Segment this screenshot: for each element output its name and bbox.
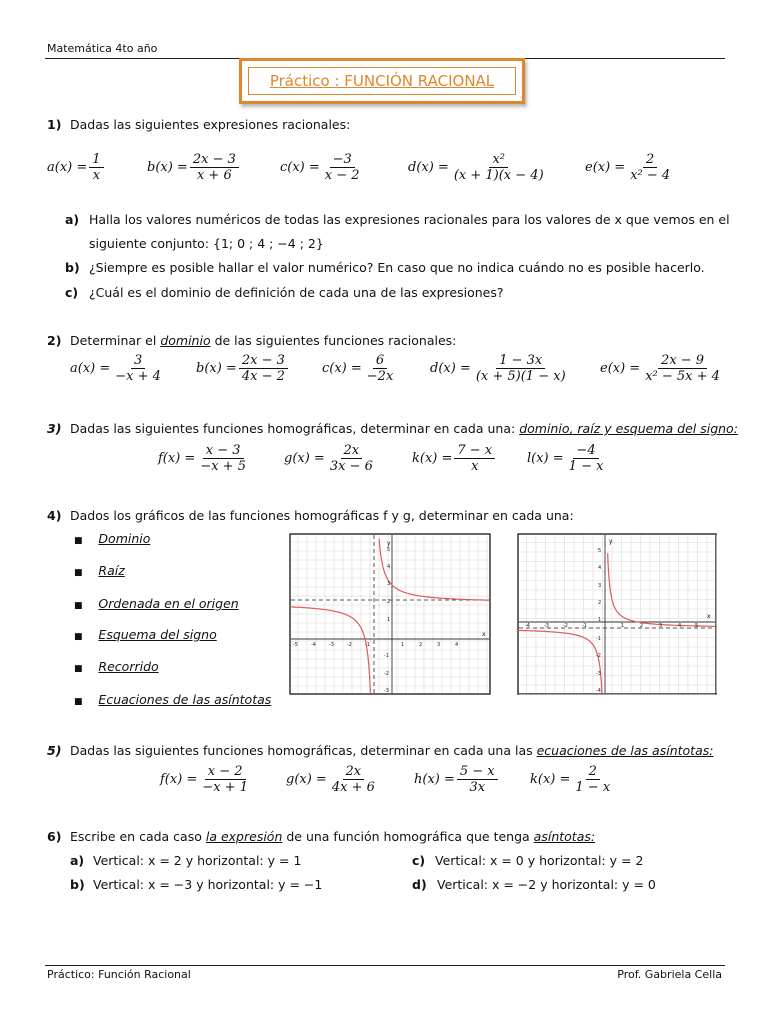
q5-expr-f: f(x) = $\frac{x - 2}{-x + 1}$ [160,764,248,795]
graph-f-xtick: -2 [347,642,352,648]
q2-number: 2) [47,333,62,348]
q5-expr-h: h(x) = $\frac{5 - x}{3x}$ [414,764,500,795]
q1-a-text-2: siguiente conjunto: {1; 0 ; 4 ; −4 ; 2} [89,236,324,251]
q6-c-text: Vertical: x = 0 y horizontal: y = 2 [435,853,644,868]
graph-g-ytick: -3 [596,671,601,677]
graph-g-xtick: -2 [563,623,568,629]
q4-item: ■ Esquema del signo [74,627,217,642]
q6-d-text: Vertical: x = −2 y horizontal: y = 0 [437,877,656,892]
graph-f-ytick: 2 [387,599,391,605]
q6-d-label: d) [412,877,427,892]
q2-expr-d: d(x) = $\frac{1 - 3x}{(x + 5)(1 - x)}$ [430,353,566,384]
q1-expr-a: a(x) = $\frac{1}{x}$ [47,152,106,183]
q5-expr-k: k(x) = $\frac{2}{1 - x}$ [530,764,611,795]
q4-text: Dados los gráficos de las funciones homográficas f y g, determinar en cada una: [70,508,574,523]
q2-text: Determinar el dominio de las siguientes funciones racionales: [70,333,457,348]
q2-expr-b: b(x) = $\frac{2x - 3}{4x - 2}$ [196,353,290,384]
q6-number: 6) [47,829,62,844]
graph-f-ytick: -2 [384,671,389,677]
q6-c-label: c) [412,853,426,868]
graph-g-xtick: -3 [544,623,549,629]
graph-f-ytick: -1 [384,653,389,659]
q1-c-label: c) [65,285,79,300]
q1-number: 1) [47,117,62,132]
graph-g-xtick: 2 [640,623,644,629]
q1-b-text: ¿Siempre es posible hallar el valor numérico? En caso que no indica cuándo no es posible hacerlo. [89,260,705,275]
graph-f-xtick: -3 [329,642,334,648]
q1-text: Dadas las siguientes expresiones racionales: [70,117,351,132]
footer-divider [45,965,725,966]
graph-f-xtick: -5 [293,642,298,648]
q4-item: ■ Recorrido [74,659,159,674]
graph-f-xtick: 2 [419,642,423,648]
graph-g-xtick: 5 [695,623,699,629]
q6-b-text: Vertical: x = −3 y horizontal: y = −1 [93,877,323,892]
graph-g-ytick: -4 [596,688,601,694]
graph-f-xtick: -1 [365,642,370,648]
graph-f-xlabel: x [482,631,486,638]
graph-f-ytick: 1 [387,617,391,623]
q5-text: Dadas las siguientes funciones homográficas, determinar en cada una las ecuaciones de las asíntotas: [70,743,714,758]
graph-f-ytick: -3 [384,688,389,694]
q6-text: Escribe en cada caso la expresión de una función homográfica que tenga asíntotas: [70,829,596,844]
q1-expr-e: e(x) = $\frac{2}{\text{x² − 4}}$ [585,152,671,183]
title-box [239,58,525,104]
q3-expr-f: f(x) = $\frac{x - 3}{-x + 5}$ [158,443,246,474]
q3-expr-g: g(x) = $\frac{2x}{3x - 6}$ [284,443,373,474]
q6-a-text: Vertical: x = 2 y horizontal: y = 1 [93,853,302,868]
q4-item: ■ Dominio [74,531,151,546]
graph-g-ytick: -1 [596,636,601,642]
graph-f-xtick: 1 [401,642,405,648]
graph-f-ytick: 5 [387,547,391,553]
q5-expr-g: g(x) = $\frac{2x}{4x + 6}$ [286,764,375,795]
q3-expr-l: l(x) = $\frac{-4}{1 - x}$ [527,443,604,474]
graph-g-xtick: -1 [582,623,587,629]
footer-left: Práctico: Función Racional [47,968,191,981]
q3-number: 3) [47,421,62,436]
q4-number: 4) [47,508,62,523]
graph-g-xlabel: x [707,613,711,620]
graph-g-ytick: -2 [596,653,601,659]
q3-expr-k: k(x) = $\frac{7 - x}{x}$ [412,443,497,474]
graph-g-xtick: 1 [621,623,625,629]
q4-item: ■ Raíz [74,563,125,578]
graph-f-xtick: 4 [455,642,459,648]
q1-b-label: b) [65,260,80,275]
graph-g-ytick: 2 [598,600,602,606]
q1-expr-b: b(x) = $\frac{2x - 3}{x + 6}$ [147,152,241,183]
graph-f [289,533,491,695]
page-title: Práctico : FUNCIÓN RACIONAL [269,72,495,90]
q6-a-label: a) [70,853,85,868]
q1-a-text-1: Halla los valores numéricos de todas las expresiones racionales para los valores de x que vemos en el [89,212,730,227]
q5-number: 5) [47,743,62,758]
q4-item: ■ Ecuaciones de las asíntotas [74,692,272,707]
footer-right: Prof. Gabriela Cella [617,968,722,981]
graph-g-xtick: -4 [525,623,530,629]
graph-g-xtick: 4 [678,623,682,629]
q2-expr-e: e(x) = $\frac{2x - 9}{\text{x² − 5x + 4}}$ [600,353,720,384]
q6-b-label: b) [70,877,85,892]
graph-g-ytick: 5 [598,548,602,554]
q1-expr-c: c(x) = $\frac{-3}{x - 2}$ [280,152,360,183]
q4-item: ■ Ordenada en el origen [74,596,239,611]
graph-g-ylabel: y [609,538,613,545]
graph-f-xtick: 3 [437,642,441,648]
graph-f-ylabel: y [387,540,391,547]
q1-expr-d: d(x) = $\frac{\text{x²}}{(x + 1)(x - 4)}$ [408,152,544,183]
q2-expr-c: c(x) = $\frac{6}{-2x}$ [322,353,394,384]
q2-expr-a: a(x) = $\frac{3}{-x + 4}$ [70,353,161,384]
q3-text: Dadas las siguientes funciones homográficas, determinar en cada una: dominio, raíz y esquema del signo: [70,421,738,436]
q1-a-label: a) [65,212,80,227]
graph-f-ytick: 3 [387,581,391,587]
graph-f-xtick: -4 [311,642,316,648]
course-header: Matemática 4to año [47,42,158,55]
graph-g-ytick: 3 [598,583,602,589]
graph-g-ytick: 1 [598,617,602,623]
graph-g [517,533,717,695]
graph-g-ytick: 4 [598,565,602,571]
graph-g-xtick: 3 [659,623,663,629]
q1-c-text: ¿Cuál es el dominio de definición de cada una de las expresiones? [89,285,504,300]
graph-f-ytick: 4 [387,564,391,570]
